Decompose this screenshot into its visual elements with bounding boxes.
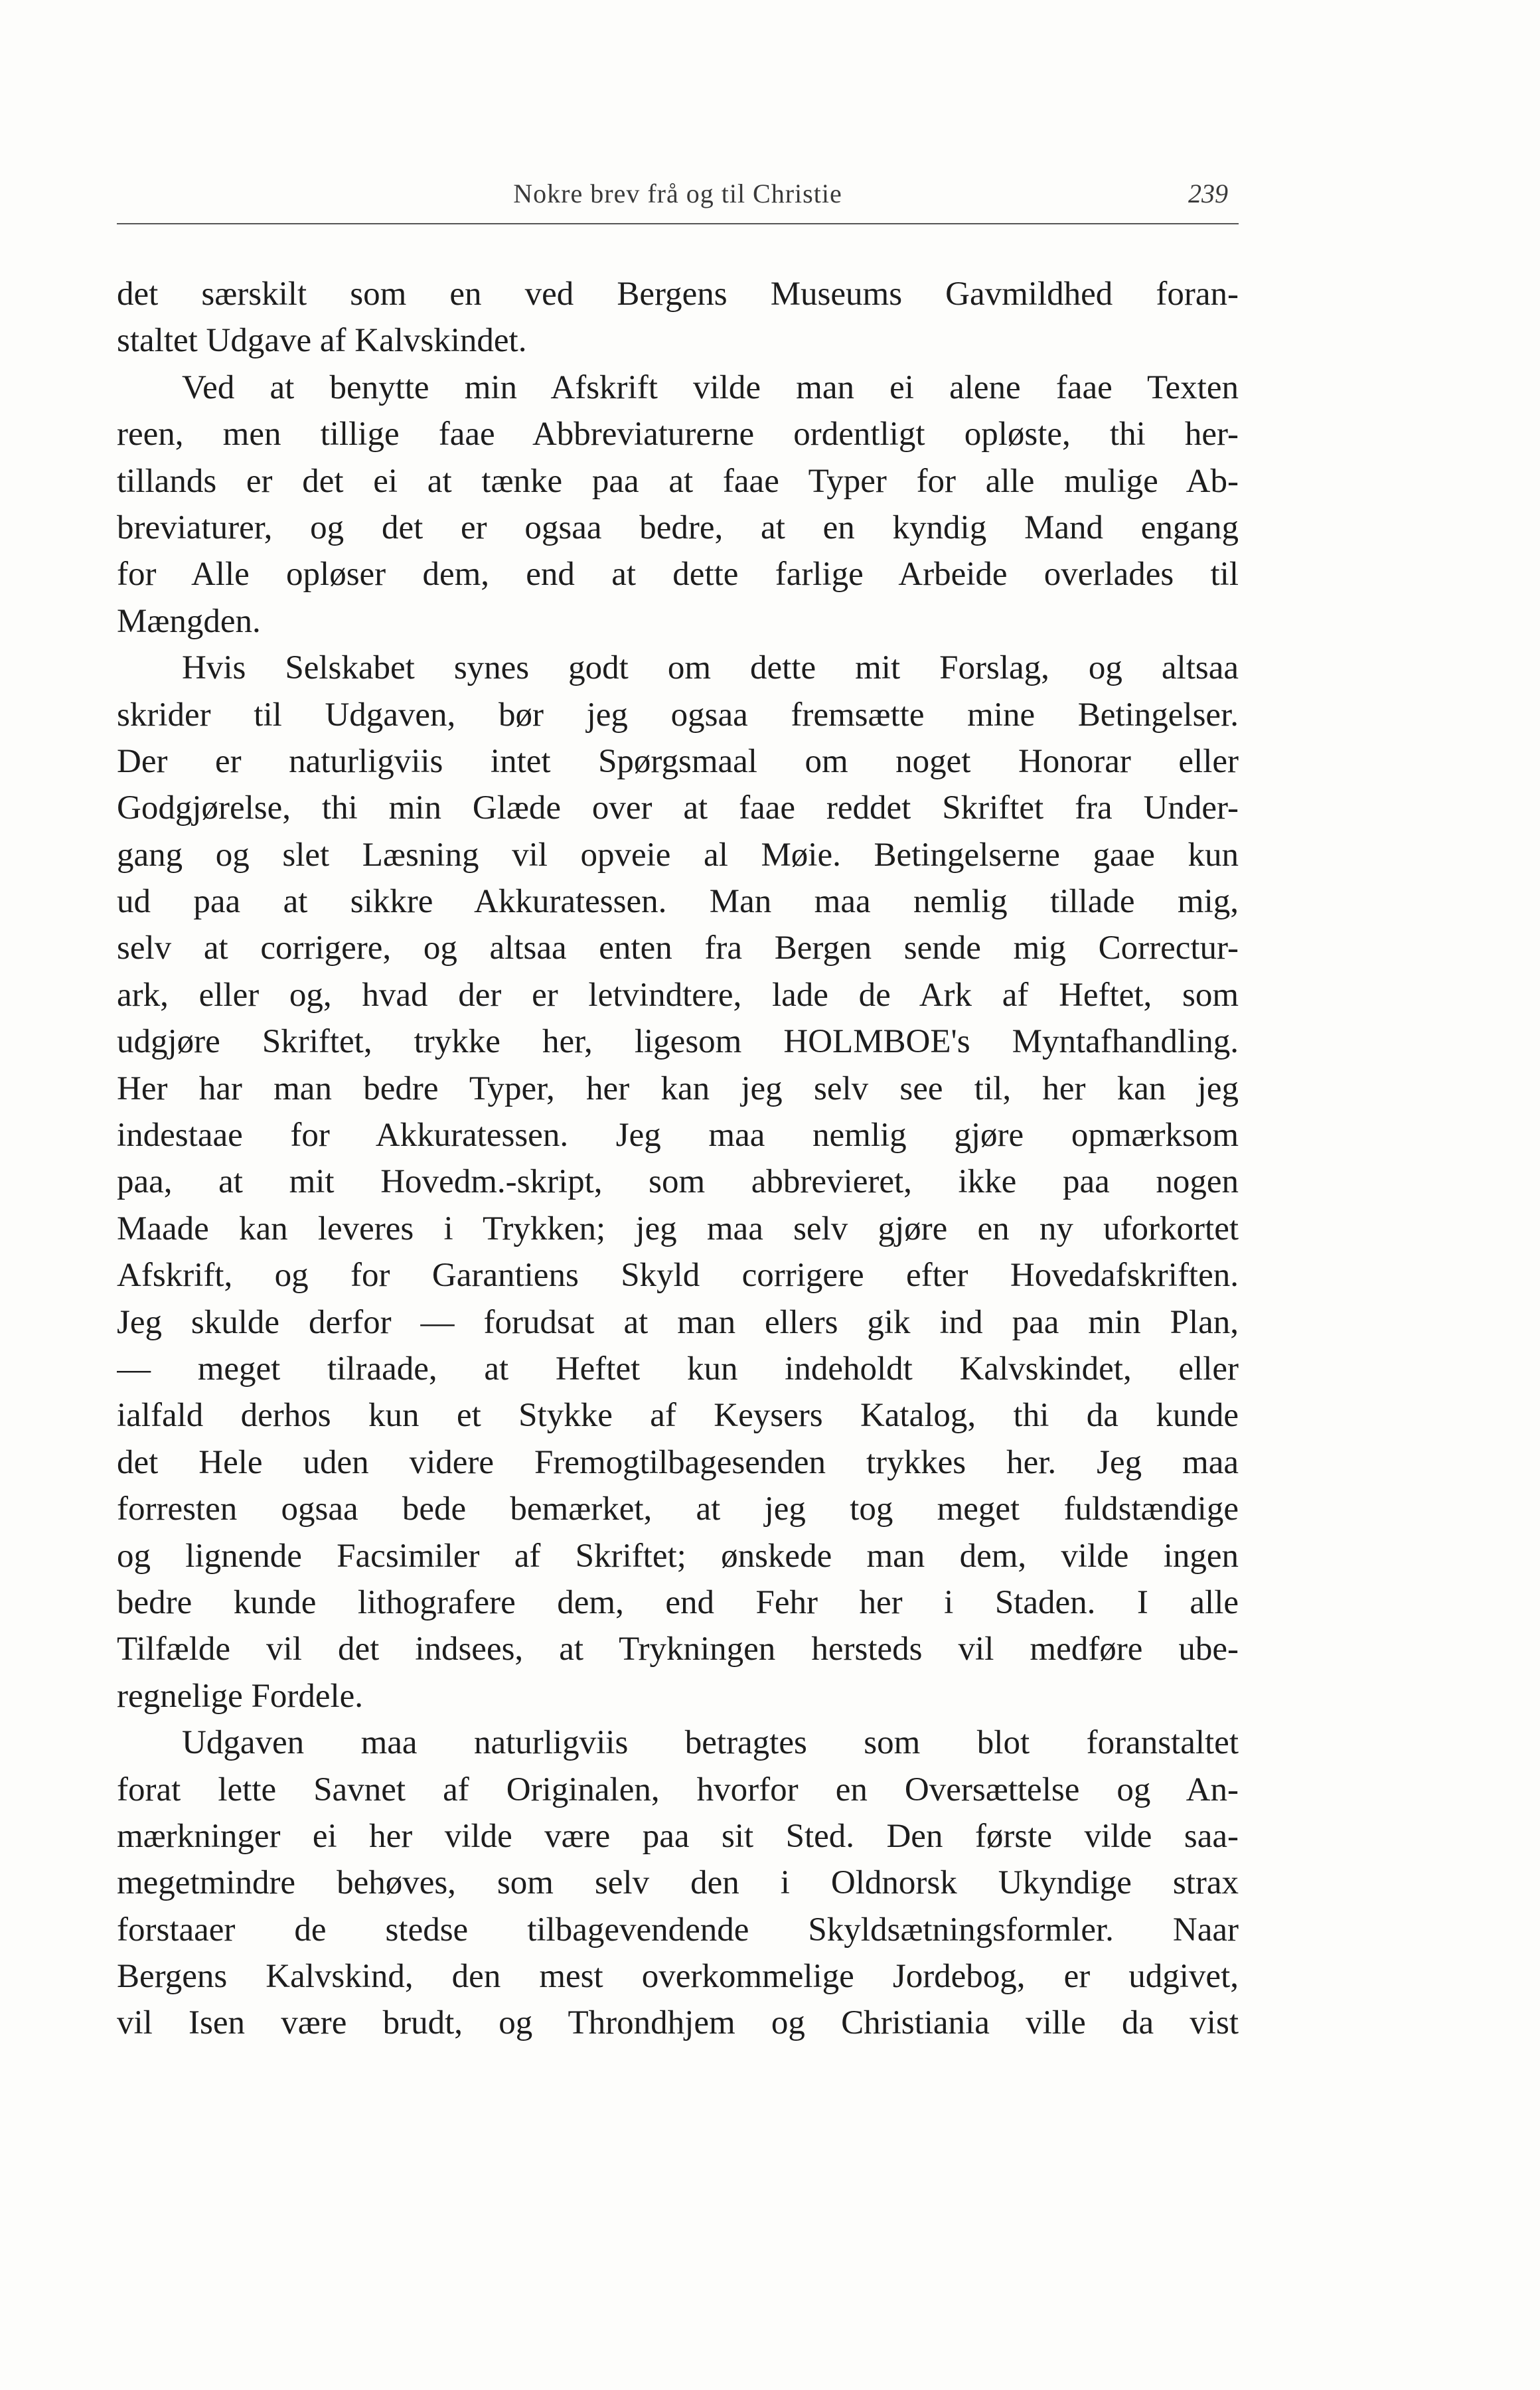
text-line: ud paa at sikkre Akkuratessen. Man maa nemlig tillade mig, [117, 883, 1239, 921]
text-line: staltet Udgave af Kalvskindet. [117, 322, 527, 360]
text-line: Her har man bedre Typer, her kan jeg selv see til, her kan jeg [117, 1070, 1239, 1107]
text-line: Hvis Selskabet synes godt om dette mit Forslag, og altsaa [182, 649, 1239, 687]
text-line: forat lette Savnet af Originalen, hvorfor en Oversættelse og An- [117, 1771, 1239, 1808]
page-number: 239 [1188, 179, 1228, 208]
page-header [117, 174, 1239, 214]
running-title: Nokre brev frå og til Christie [513, 179, 842, 208]
text-line: breviaturer, og det er ogsaa bedre, at en kyndig Mand engang [117, 509, 1239, 546]
text-line: reen, men tillige faae Abbreviaturerne ordentligt opløste, thi her- [117, 416, 1239, 453]
text-line: indestaae for Akkuratessen. Jeg maa nemlig gjøre opmærksom [117, 1117, 1239, 1155]
text-line: — meget tilraade, at Heftet kun indeholdt Kalvskindet, eller [117, 1350, 1239, 1388]
header-rule [117, 223, 1239, 224]
text-line: Tilfælde vil det indsees, at Trykningen hersteds vil medføre ube- [117, 1631, 1239, 1668]
text-line: Afskrift, og for Garantiens Skyld corrigere efter Hovedafskriften. [117, 1257, 1239, 1295]
text-line: det Hele uden videre Fremogtilbagesenden trykkes her. Jeg maa [117, 1443, 1239, 1481]
text-line: og lignende Facsimiler af Skriftet; ønskede man dem, vilde ingen [117, 1537, 1239, 1575]
body-text [117, 271, 1239, 2047]
text-line: bedre kunde lithografere dem, end Fehr her i Staden. I alle [117, 1583, 1239, 1621]
text-line: regnelige Fordele. [117, 1677, 364, 1715]
text-line: paa, at mit Hovedm.-skript, som abbrevieret, ikke paa nogen [117, 1163, 1239, 1201]
text-line: forresten ogsaa bede bemærket, at jeg tog meget fuldstændige [117, 1490, 1239, 1528]
text-line: Jeg skulde derfor — forudsat at man ellers gik ind paa min Plan, [117, 1303, 1239, 1341]
text-line: skrider til Udgaven, bør jeg ogsaa fremsætte mine Betingelser. [117, 696, 1239, 734]
text-line: Ved at benytte min Afskrift vilde man ei alene faae Texten [182, 368, 1239, 406]
text-line: Der er naturligviis intet Spørgsmaal om noget Honorar eller [117, 742, 1239, 780]
text-line: Udgaven maa naturligviis betragtes som blot foranstaltet [182, 1724, 1239, 1762]
text-line: Godgjørelse, thi min Glæde over at faae reddet Skriftet fra Under- [117, 789, 1239, 827]
text-line: forstaaer de stedse tilbagevendende Skyldsætningsformler. Naar [117, 1911, 1239, 1949]
text-line: vil Isen være brudt, og Throndhjem og Christiania ville da vist [117, 2004, 1239, 2042]
text-line: for Alle opløser dem, end at dette farlige Arbeide overlades til [117, 556, 1239, 594]
text-line: Bergens Kalvskind, den mest overkommelige Jordebog, er udgivet, [117, 1958, 1239, 1996]
text-line: selv at corrigere, og altsaa enten fra Bergen sende mig Correctur- [117, 929, 1239, 967]
text-line: det særskilt som en ved Bergens Museums Gavmildhed foran- [117, 276, 1239, 313]
text-line: megetmindre behøves, som selv den i Oldnorsk Ukyndige strax [117, 1864, 1239, 1902]
text-line: mærkninger ei her vilde være paa sit Sted. Den første vilde saa- [117, 1817, 1239, 1855]
text-line: gang og slet Læsning vil opveie al Møie. Betingelserne gaae kun [117, 836, 1239, 874]
text-line: ialfald derhos kun et Stykke af Keysers Katalog, thi da kunde [117, 1397, 1239, 1435]
text-line: Maade kan leveres i Trykken; jeg maa selv gjøre en ny uforkortet [117, 1210, 1239, 1247]
text-line: Mængden. [117, 602, 261, 640]
text-line: udgjøre Skriftet, trykke her, ligesom HOLMBOE's Myntafhandling. [117, 1023, 1239, 1061]
text-line: ark, eller og, hvad der er letvindtere, lade de Ark af Heftet, som [117, 976, 1239, 1014]
text-line: tillands er det ei at tænke paa at faae Typer for alle mulige Ab- [117, 462, 1239, 500]
